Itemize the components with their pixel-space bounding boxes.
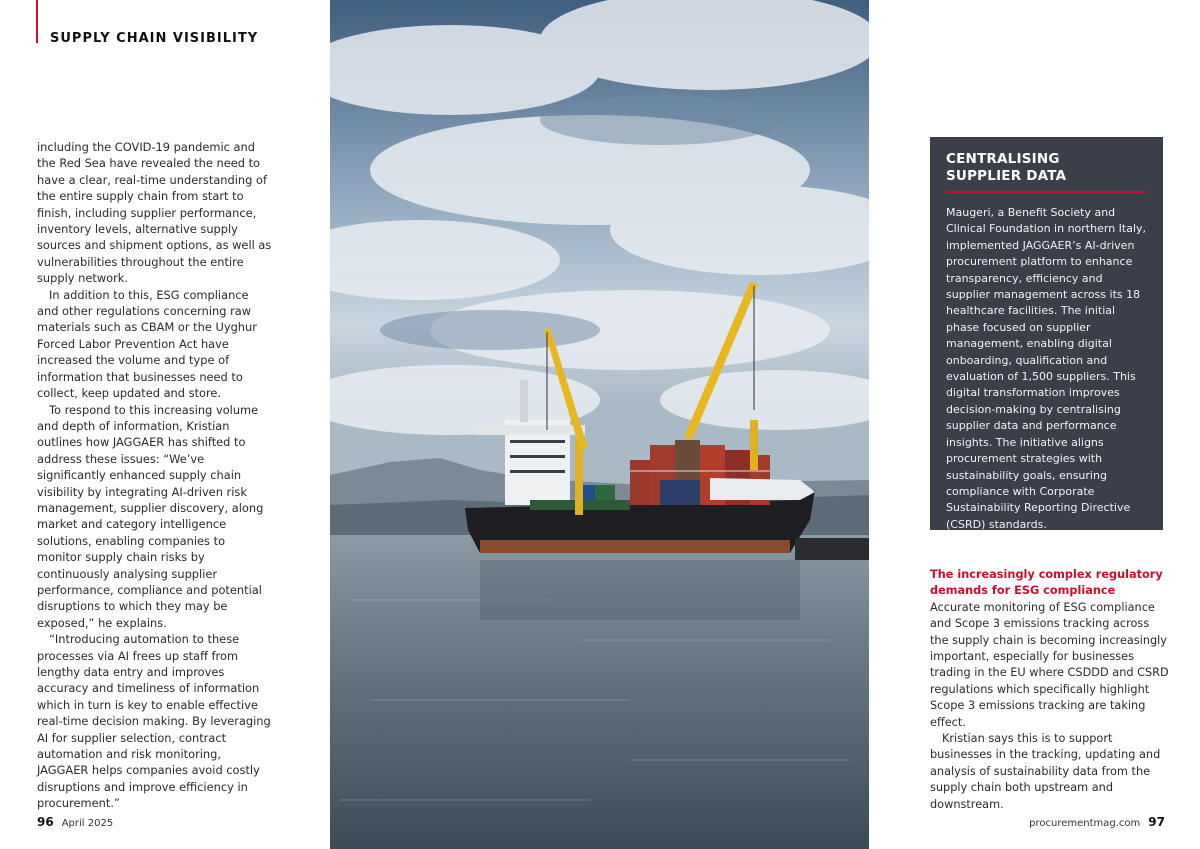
site-url: procurementmag.com	[1029, 818, 1141, 829]
body-paragraph: In addition to this, ESG compliance and other regulations concerning raw materials such as CBAM or the Uyghur Forced Labor Prevention Act have increased the volume and type of information that businesses need to collect, keep updated and store.	[37, 287, 257, 401]
issue-date: April 2025	[61, 818, 114, 829]
container-ship-photo	[330, 0, 869, 849]
right-page-number: 97	[1148, 815, 1165, 829]
sidebar-title-line1: CENTRALISING	[946, 151, 1060, 167]
sidebar-title-line2: SUPPLIER DATA	[946, 168, 1067, 184]
left-folio	[37, 815, 113, 829]
body-paragraph: “Introducing automation to these processes via AI frees up staff from lengthy data entry and improves accuracy and timeliness of information which in turn is key to enable effective real-time decision making. By leveraging AI for supplier selection, contract automation and risk monitoring, JAGGAER helps companies avoid costly disruptions and improve efficiency in procurement.”	[37, 632, 271, 811]
centralising-supplier-data-sidebar	[930, 137, 1163, 530]
body-paragraph: To respond to this increasing volume and depth of information, Kristian outlines how JAGGAER has shifted to address these issues: “We’ve significantly enhanced supply chain visibility by integrating AI-driven risk management, supplier discovery, along market and category intelligence solutions, enabling companies to monitor supply chain risks by continuously analysing supplier performance, compliance and potential disruptions to which they may be exposed,” he explains.	[37, 402, 264, 630]
left-page-number: 96	[37, 815, 54, 829]
right-folio	[1029, 815, 1165, 829]
section-title: SUPPLY CHAIN VISIBILITY	[50, 31, 259, 46]
sidebar-accent-rule	[946, 191, 1146, 193]
sidebar-title	[946, 151, 1147, 185]
body-paragraph: Accurate monitoring of ESG compliance and Scope 3 emissions tracking across the supply chain is becoming increasingly important, especially for businesses trading in the EU where CSDDD and CSRD regulations which specifically highlight Scope 3 emissions tracking are taking effect.	[930, 600, 1169, 729]
body-paragraph: Kristian says this is to support businesses in the tracking, updating and analysis of sustainability data from the supply chain both upstream and downstream.	[930, 732, 1161, 811]
body-paragraph: including the COVID-19 pandemic and the Red Sea have revealed the need to have a clear, real-time understanding of the entire supply chain from start to finish, including supplier performance, inventory levels, alternative supply sources and shipment options, as well as vulnerabilities throughout the entire supply network.	[37, 140, 272, 286]
sidebar-body: Maugeri, a Benefit Society and Clinical Foundation in northern Italy, implemented JAGGAER’s AI-driven procurement platform to enhance transparency, efficiency and supplier management across its 18 healthcare facilities. The initial phase focused on supplier management, enabling digital onboarding, qualification and evaluation of 1,500 suppliers. This digital transformation improves decision-making by centralising supplier data and performance insights. The initiative aligns procurement strategies with sustainability goals, ensuring compliance with Corporate Sustainability Reporting Directive (CSRD) standards.	[946, 206, 1147, 531]
left-article-column	[37, 139, 273, 812]
section-accent-rule	[36, 0, 38, 43]
right-article-column	[930, 567, 1170, 813]
subheading: The increasingly complex regulatory demands for ESG compliance	[930, 568, 1163, 598]
